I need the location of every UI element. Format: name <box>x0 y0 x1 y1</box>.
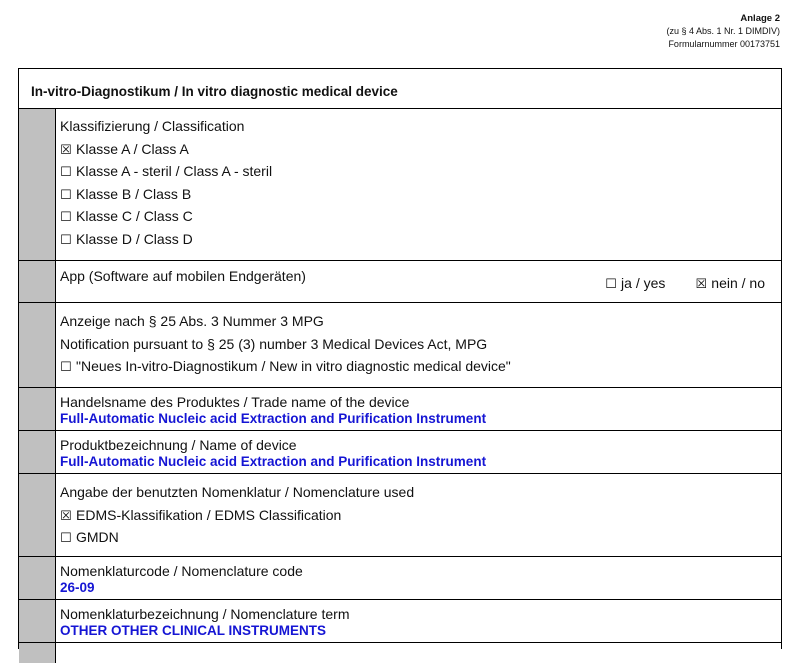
app-options <box>605 275 765 292</box>
checkbox-icon[interactable]: ☐ <box>60 209 72 224</box>
checkbox-checked-icon[interactable]: ☒ <box>695 276 708 291</box>
row-gutter <box>19 557 56 599</box>
nomenclature-section <box>19 474 781 557</box>
nomenclature-code-label: Nomenklaturcode / Nomenclature code <box>60 563 303 579</box>
notification-section <box>19 303 781 388</box>
row-gutter <box>19 431 56 473</box>
form-title: In-vitro-Diagnostikum / In vitro diagnostic medical device <box>19 69 781 109</box>
class-a-sterile-option[interactable]: ☐ Klasse A - steril / Class A - steril <box>60 160 781 183</box>
device-name-section <box>19 431 781 474</box>
device-name-label: Produktbezeichnung / Name of device <box>60 437 297 453</box>
anlage-label: Anlage 2 <box>740 13 780 24</box>
checkbox-checked-icon[interactable]: ☒ <box>60 507 72 523</box>
row-gutter <box>19 303 56 387</box>
nomenclature-label: Angabe der benutzten Nomenklatur / Nomenclature used <box>60 484 415 500</box>
checkbox-checked-icon[interactable]: ☒ <box>60 141 72 157</box>
form-number: Formularnummer 00173751 <box>668 39 780 49</box>
checkbox-icon[interactable]: ☐ <box>60 359 72 374</box>
legal-reference: (zu § 4 Abs. 1 Nr. 1 DIMDIV) <box>666 26 780 36</box>
trade-name-section <box>19 388 781 431</box>
classification-label: Klassifizierung / Classification <box>60 118 245 134</box>
document-header <box>666 12 780 51</box>
nomenclature-term-label: Nomenklaturbezeichnung / Nomenclature term <box>60 606 350 622</box>
row-gutter <box>19 261 56 302</box>
nomenclature-code-value[interactable]: 26-09 <box>60 580 95 595</box>
row-gutter <box>19 600 56 642</box>
next-section-partial <box>19 643 781 663</box>
notification-line-de: Anzeige nach § 25 Abs. 3 Nummer 3 MPG <box>60 313 324 329</box>
checkbox-icon[interactable]: ☐ <box>60 530 72 545</box>
checkbox-icon[interactable]: ☐ <box>60 186 72 202</box>
notification-line-en: Notification pursuant to § 25 (3) number 3 Medical Devices Act, MPG <box>60 335 488 352</box>
gmdn-option[interactable]: ☐ GMDN <box>60 526 781 549</box>
app-yes-option[interactable]: ☐ ja / yes <box>605 275 666 291</box>
class-c-option[interactable]: ☐ Klasse C / Class C <box>60 205 781 228</box>
nomenclature-term-value[interactable]: OTHER OTHER CLINICAL INSTRUMENTS <box>60 623 326 638</box>
nomenclature-term-section <box>19 600 781 643</box>
row-gutter <box>19 474 56 556</box>
device-name-value[interactable]: Full-Automatic Nucleic acid Extraction and Purification Instrument <box>60 454 487 469</box>
app-label: App (Software auf mobilen Endgeräten) <box>60 268 306 284</box>
class-a-option[interactable]: ☒ Klasse A / Class A <box>60 138 781 161</box>
app-section <box>19 261 781 303</box>
class-b-option[interactable]: ☐ Klasse B / Class B <box>60 183 781 206</box>
row-gutter <box>19 388 56 430</box>
edms-option[interactable]: ☒ EDMS-Klassifikation / EDMS Classification <box>60 504 781 527</box>
checkbox-icon[interactable]: ☐ <box>60 231 72 247</box>
new-ivd-option[interactable]: ☐ "Neues In-vitro-Diagnostikum / New in vitro diagnostic medical device" <box>60 355 781 378</box>
trade-name-label: Handelsname des Produktes / Trade name of the device <box>60 394 410 410</box>
class-d-option[interactable]: ☐ Klasse D / Class D <box>60 228 781 251</box>
row-gutter <box>19 109 56 260</box>
classification-section <box>19 109 781 261</box>
nomenclature-code-section <box>19 557 781 600</box>
ivd-form <box>18 68 782 649</box>
trade-name-value[interactable]: Full-Automatic Nucleic acid Extraction and Purification Instrument <box>60 411 487 426</box>
checkbox-icon[interactable]: ☐ <box>60 164 72 179</box>
checkbox-icon[interactable]: ☐ <box>605 276 617 291</box>
app-no-option[interactable]: ☒ nein / no <box>695 275 765 291</box>
row-gutter <box>19 643 56 663</box>
